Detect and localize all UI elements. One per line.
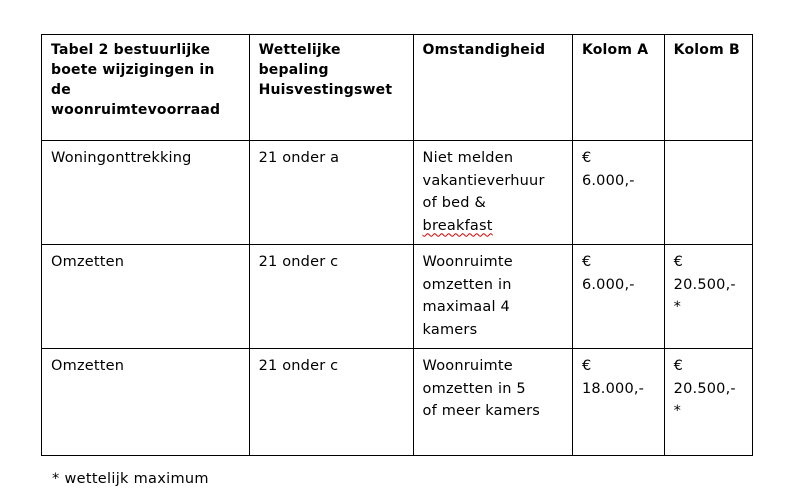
- cell-line: vakantieverhuur: [422, 172, 545, 189]
- fine-table: [41, 34, 753, 456]
- table-row: [42, 245, 753, 349]
- cell-category: [42, 245, 250, 349]
- cell-kolom-a: [572, 349, 664, 456]
- cell-line: €: [581, 358, 592, 374]
- cell-kolom-b: [664, 349, 752, 456]
- cell-line: 6.000,-: [581, 276, 635, 293]
- cell-line: 20.500,-: [673, 380, 736, 397]
- cell-kolom-b: [664, 141, 752, 245]
- cell-line: omzetten in: [422, 276, 512, 293]
- cell-provision: [249, 349, 413, 456]
- cell-circumstance: [413, 141, 572, 245]
- cell-provision: [249, 141, 413, 245]
- cell-line: €: [673, 358, 684, 374]
- cell-line: 21 onder c: [258, 254, 339, 270]
- header-cell-provision: [249, 35, 413, 141]
- table-header-row: [42, 35, 753, 141]
- cell-line: Woningonttrekking: [51, 150, 192, 166]
- header-kolom-b-line: Kolom B: [673, 42, 740, 58]
- cell-circumstance: [413, 245, 572, 349]
- cell-line: Woonruimte: [422, 254, 513, 270]
- cell-line: Omzetten: [51, 254, 125, 270]
- cell-line: maximaal 4: [422, 299, 510, 315]
- cell-line: 20.500,-: [673, 276, 736, 293]
- cell-category: [42, 349, 250, 456]
- header-title-line: Tabel 2 bestuurlijke: [51, 42, 211, 58]
- cell-line: kamers: [422, 321, 478, 338]
- cell-kolom-a: [572, 245, 664, 349]
- cell-provision: [249, 245, 413, 349]
- cell-line: 6.000,-: [581, 172, 635, 189]
- header-cell-title: [42, 35, 250, 141]
- cell-line: €: [581, 150, 592, 166]
- header-kolom-a-line: Kolom A: [581, 42, 649, 58]
- header-provision-line: bepaling: [258, 62, 329, 78]
- cell-line: €: [581, 254, 592, 270]
- cell-line: omzetten in 5: [422, 380, 526, 397]
- header-provision-line: Huisvestingswet: [258, 82, 393, 98]
- header-cell-circumstance: [413, 35, 572, 141]
- cell-line: 18.000,-: [581, 380, 645, 397]
- cell-circumstance: [413, 349, 572, 456]
- cell-kolom-b: [664, 245, 752, 349]
- header-circumstance-line: Omstandigheid: [422, 42, 546, 58]
- cell-line: *: [673, 403, 682, 419]
- header-provision-line: Wettelijke: [258, 42, 341, 58]
- spellcheck-word: breakfast: [422, 217, 493, 234]
- cell-line-wrapper: [423, 215, 564, 238]
- cell-category: [42, 141, 250, 245]
- header-title-line: boete wijzigingen in: [51, 62, 215, 78]
- cell-line: Woonruimte: [422, 358, 513, 374]
- cell-line: 21 onder c: [258, 358, 339, 374]
- header-title-line: de: [51, 82, 71, 98]
- footnote: * wettelijk maximum: [52, 471, 209, 487]
- cell-line: €: [673, 254, 684, 270]
- cell-line: Omzetten: [51, 358, 125, 374]
- cell-line: Niet melden: [422, 150, 514, 166]
- cell-kolom-a: [572, 141, 664, 245]
- table-row: [42, 349, 753, 456]
- header-cell-kolom-a: [572, 35, 664, 141]
- cell-line: 21 onder a: [258, 150, 340, 166]
- cell-line: of meer kamers: [422, 403, 541, 419]
- header-title-line: woonruimtevoorraad: [51, 102, 221, 118]
- header-cell-kolom-b: [664, 35, 752, 141]
- cell-line: of bed &: [422, 195, 486, 211]
- table-row: [42, 141, 753, 245]
- cell-line: *: [673, 299, 682, 315]
